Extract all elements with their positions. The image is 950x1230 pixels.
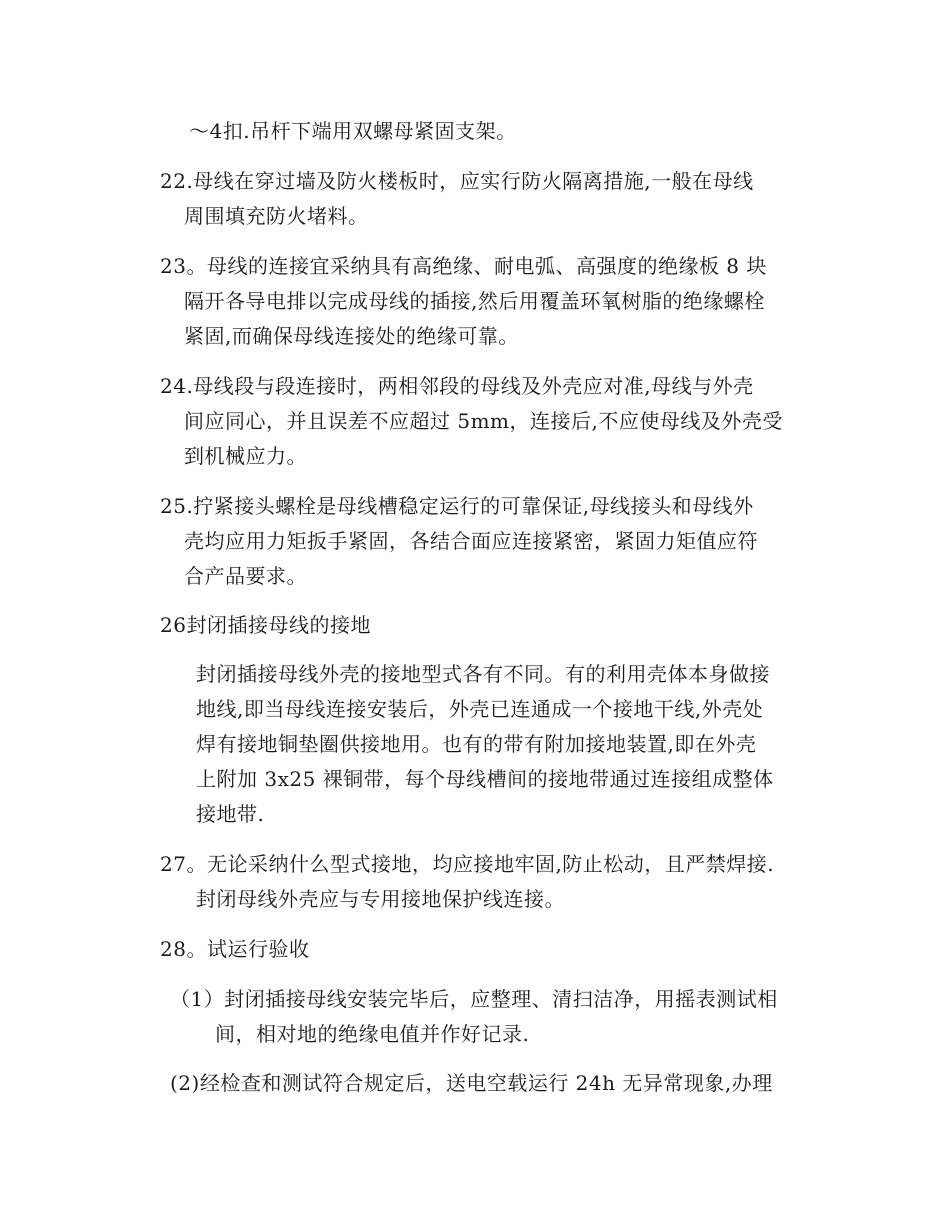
item-25-line-2: 壳均应用力矩扳手紧固，各结合面应连接紧密，紧固力矩值应符 xyxy=(184,529,758,553)
sub-item-1-line-1: （1）封闭插接母线安装完毕后，应整理、清扫洁净，用摇表测试相 xyxy=(170,987,778,1011)
section-26-line-5: 接地带. xyxy=(196,802,265,826)
section-28-heading: 28。试运行验收 xyxy=(160,937,310,961)
item-27-line-1: 27。无论采纳什么型式接地，均应接地牢固,防止松动，且严禁焊接. xyxy=(160,852,775,876)
item-23-line-3: 紧固,而确保母线连接处的绝缘可靠。 xyxy=(184,324,519,348)
item-25-line-3: 合产品要求。 xyxy=(184,564,307,588)
item-27-line-2: 封闭母线外壳应与专用接地保护线连接。 xyxy=(196,887,565,911)
item-24-line-2: 间应同心，并且误差不应超过 5mm，连接后,不应使母线及外壳受 xyxy=(184,409,783,433)
item-22-line-2: 周围填充防火堵料。 xyxy=(184,204,369,228)
sub-item-1-line-2: 间，相对地的绝缘电值并作好记录. xyxy=(215,1022,530,1046)
item-24-line-1: 24.母线段与段连接时，两相邻段的母线及外壳应对准,母线与外壳 xyxy=(160,374,754,398)
item-23-line-2: 隔开各导电排以完成母线的插接,然后用覆盖环氧树脂的绝缘螺栓 xyxy=(184,289,765,313)
section-26-line-3: 焊有接地铜垫圈供接地用。也有的带有附加接地装置,即在外壳 xyxy=(196,732,757,756)
item-25-line-1: 25.拧紧接头螺栓是母线槽稳定运行的可靠保证,母线接头和母线外 xyxy=(160,494,754,518)
section-26-heading: 26封闭插接母线的接地 xyxy=(160,613,371,637)
item-24-line-3: 到机械应力。 xyxy=(184,444,307,468)
item-23-line-1: 23。母线的连接宜采纳具有高绝缘、耐电弧、高强度的绝缘板 8 块 xyxy=(160,254,767,278)
sub-item-2-line-1: (2)经检查和测试符合规定后，送电空载运行 24h 无异常现象,办理 xyxy=(170,1071,773,1095)
text-line: ～4扣.吊杆下端用双螺母紧固支架。 xyxy=(189,119,517,143)
item-22-line-1: 22.母线在穿过墙及防火楼板时，应实行防火隔离措施,一般在母线 xyxy=(160,169,754,193)
section-26-line-1: 封闭插接母线外壳的接地型式各有不同。有的利用壳体本身做接 xyxy=(196,662,770,686)
section-26-line-2: 地线,即当母线连接安装后，外壳已连通成一个接地干线,外壳处 xyxy=(196,697,764,721)
section-26-line-4: 上附加 3x25 裸铜带，每个母线槽间的接地带通过连接组成整体 xyxy=(196,767,774,791)
